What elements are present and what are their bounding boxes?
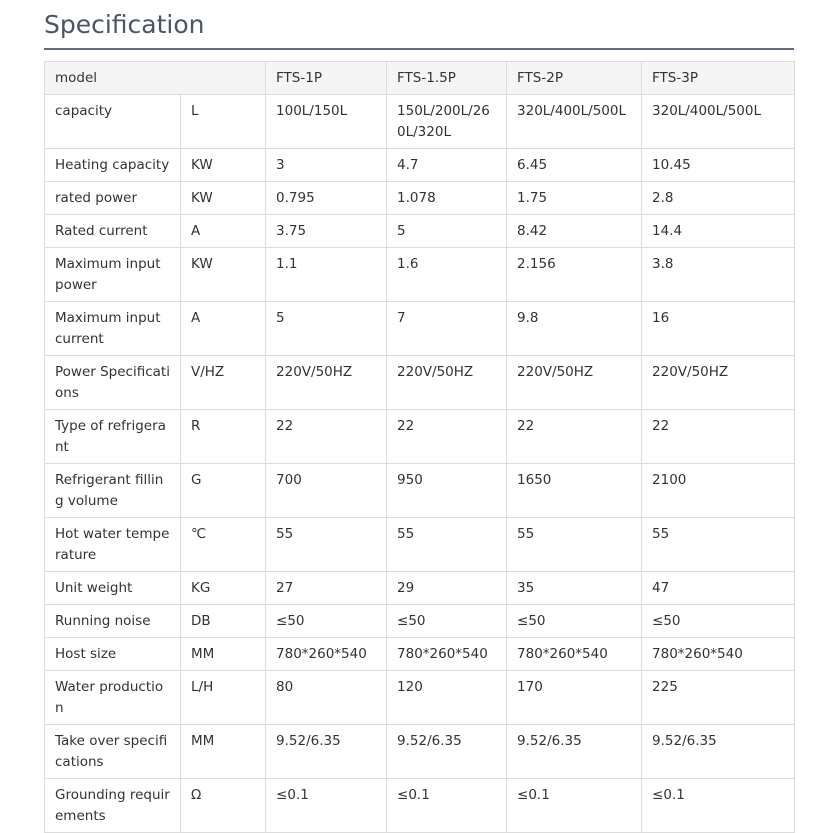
page-title: Specification xyxy=(44,10,205,39)
value-cell: 55 xyxy=(387,518,507,572)
specification-table-body xyxy=(45,62,795,833)
value-cell: ≤50 xyxy=(266,605,387,638)
parameter-cell: Rated current xyxy=(45,215,181,248)
header-model-fts-2p: FTS-2P xyxy=(507,62,642,95)
parameter-cell: capacity xyxy=(45,95,181,149)
value-cell: 100L/150L xyxy=(266,95,387,149)
value-cell: 320L/400L/500L xyxy=(642,95,795,149)
value-cell: 9.52/6.35 xyxy=(642,725,795,779)
value-cell: 27 xyxy=(266,572,387,605)
table-row xyxy=(45,725,795,779)
specification-table xyxy=(44,61,795,833)
value-cell: 700 xyxy=(266,464,387,518)
table-row xyxy=(45,638,795,671)
value-cell: 220V/50HZ xyxy=(507,356,642,410)
value-cell: 120 xyxy=(387,671,507,725)
value-cell: 220V/50HZ xyxy=(266,356,387,410)
value-cell: 14.4 xyxy=(642,215,795,248)
unit-cell: L xyxy=(181,95,266,149)
value-cell: 47 xyxy=(642,572,795,605)
value-cell: 6.45 xyxy=(507,149,642,182)
table-row xyxy=(45,572,795,605)
unit-cell: KW xyxy=(181,182,266,215)
parameter-cell: Host size xyxy=(45,638,181,671)
header-model-label: model xyxy=(45,62,266,95)
unit-cell: A xyxy=(181,302,266,356)
table-row xyxy=(45,671,795,725)
value-cell: 55 xyxy=(507,518,642,572)
value-cell: 2100 xyxy=(642,464,795,518)
unit-cell: KW xyxy=(181,248,266,302)
value-cell: 22 xyxy=(642,410,795,464)
unit-cell: V/HZ xyxy=(181,356,266,410)
parameter-cell: Hot water temperature xyxy=(45,518,181,572)
parameter-cell: rated power xyxy=(45,182,181,215)
table-row xyxy=(45,302,795,356)
unit-cell: R xyxy=(181,410,266,464)
value-cell: 3 xyxy=(266,149,387,182)
value-cell: 5 xyxy=(266,302,387,356)
value-cell: 220V/50HZ xyxy=(642,356,795,410)
value-cell: 8.42 xyxy=(507,215,642,248)
parameter-cell: Unit weight xyxy=(45,572,181,605)
value-cell: 780*260*540 xyxy=(387,638,507,671)
parameter-cell: Water production xyxy=(45,671,181,725)
unit-cell: G xyxy=(181,464,266,518)
value-cell: 3.75 xyxy=(266,215,387,248)
value-cell: 2.8 xyxy=(642,182,795,215)
unit-cell: A xyxy=(181,215,266,248)
unit-cell: KW xyxy=(181,149,266,182)
unit-cell: ℃ xyxy=(181,518,266,572)
value-cell: ≤50 xyxy=(642,605,795,638)
table-row xyxy=(45,605,795,638)
value-cell: 170 xyxy=(507,671,642,725)
header-model-fts-1-5p: FTS-1.5P xyxy=(387,62,507,95)
value-cell: 22 xyxy=(507,410,642,464)
value-cell: 220V/50HZ xyxy=(387,356,507,410)
header-model-fts-3p: FTS-3P xyxy=(642,62,795,95)
parameter-cell: Heating capacity xyxy=(45,149,181,182)
unit-cell: DB xyxy=(181,605,266,638)
table-row xyxy=(45,464,795,518)
value-cell: 4.7 xyxy=(387,149,507,182)
table-row xyxy=(45,95,795,149)
value-cell: 780*260*540 xyxy=(507,638,642,671)
parameter-cell: Maximum input current xyxy=(45,302,181,356)
value-cell: 1.078 xyxy=(387,182,507,215)
value-cell: 150L/200L/260L/320L xyxy=(387,95,507,149)
parameter-cell: Running noise xyxy=(45,605,181,638)
table-row xyxy=(45,248,795,302)
parameter-cell: Power Specifications xyxy=(45,356,181,410)
value-cell: 16 xyxy=(642,302,795,356)
value-cell: 3.8 xyxy=(642,248,795,302)
parameter-cell: Refrigerant filling volume xyxy=(45,464,181,518)
value-cell: 950 xyxy=(387,464,507,518)
value-cell: 225 xyxy=(642,671,795,725)
value-cell: 2.156 xyxy=(507,248,642,302)
value-cell: 9.52/6.35 xyxy=(507,725,642,779)
value-cell: 1650 xyxy=(507,464,642,518)
value-cell: 9.52/6.35 xyxy=(266,725,387,779)
title-divider xyxy=(44,48,794,50)
value-cell: 1.75 xyxy=(507,182,642,215)
unit-cell: KG xyxy=(181,572,266,605)
value-cell: 55 xyxy=(266,518,387,572)
value-cell: 5 xyxy=(387,215,507,248)
table-row xyxy=(45,182,795,215)
value-cell: 22 xyxy=(387,410,507,464)
value-cell: 0.795 xyxy=(266,182,387,215)
value-cell: ≤0.1 xyxy=(266,779,387,833)
value-cell: 55 xyxy=(642,518,795,572)
value-cell: 780*260*540 xyxy=(642,638,795,671)
value-cell: 320L/400L/500L xyxy=(507,95,642,149)
value-cell: 780*260*540 xyxy=(266,638,387,671)
value-cell: 29 xyxy=(387,572,507,605)
table-row xyxy=(45,356,795,410)
value-cell: 7 xyxy=(387,302,507,356)
unit-cell: L/H xyxy=(181,671,266,725)
value-cell: 10.45 xyxy=(642,149,795,182)
parameter-cell: Grounding requirements xyxy=(45,779,181,833)
value-cell: 22 xyxy=(266,410,387,464)
unit-cell: MM xyxy=(181,725,266,779)
header-model-fts-1p: FTS-1P xyxy=(266,62,387,95)
table-header-row xyxy=(45,62,795,95)
value-cell: 1.1 xyxy=(266,248,387,302)
table-row xyxy=(45,215,795,248)
value-cell: 1.6 xyxy=(387,248,507,302)
value-cell: ≤0.1 xyxy=(642,779,795,833)
value-cell: 35 xyxy=(507,572,642,605)
parameter-cell: Maximum input power xyxy=(45,248,181,302)
value-cell: 80 xyxy=(266,671,387,725)
value-cell: 9.52/6.35 xyxy=(387,725,507,779)
value-cell: ≤0.1 xyxy=(387,779,507,833)
unit-cell: Ω xyxy=(181,779,266,833)
value-cell: 9.8 xyxy=(507,302,642,356)
value-cell: ≤50 xyxy=(387,605,507,638)
table-row xyxy=(45,410,795,464)
table-row xyxy=(45,518,795,572)
value-cell: ≤0.1 xyxy=(507,779,642,833)
parameter-cell: Type of refrigerant xyxy=(45,410,181,464)
table-row xyxy=(45,149,795,182)
unit-cell: MM xyxy=(181,638,266,671)
parameter-cell: Take over specifications xyxy=(45,725,181,779)
value-cell: ≤50 xyxy=(507,605,642,638)
